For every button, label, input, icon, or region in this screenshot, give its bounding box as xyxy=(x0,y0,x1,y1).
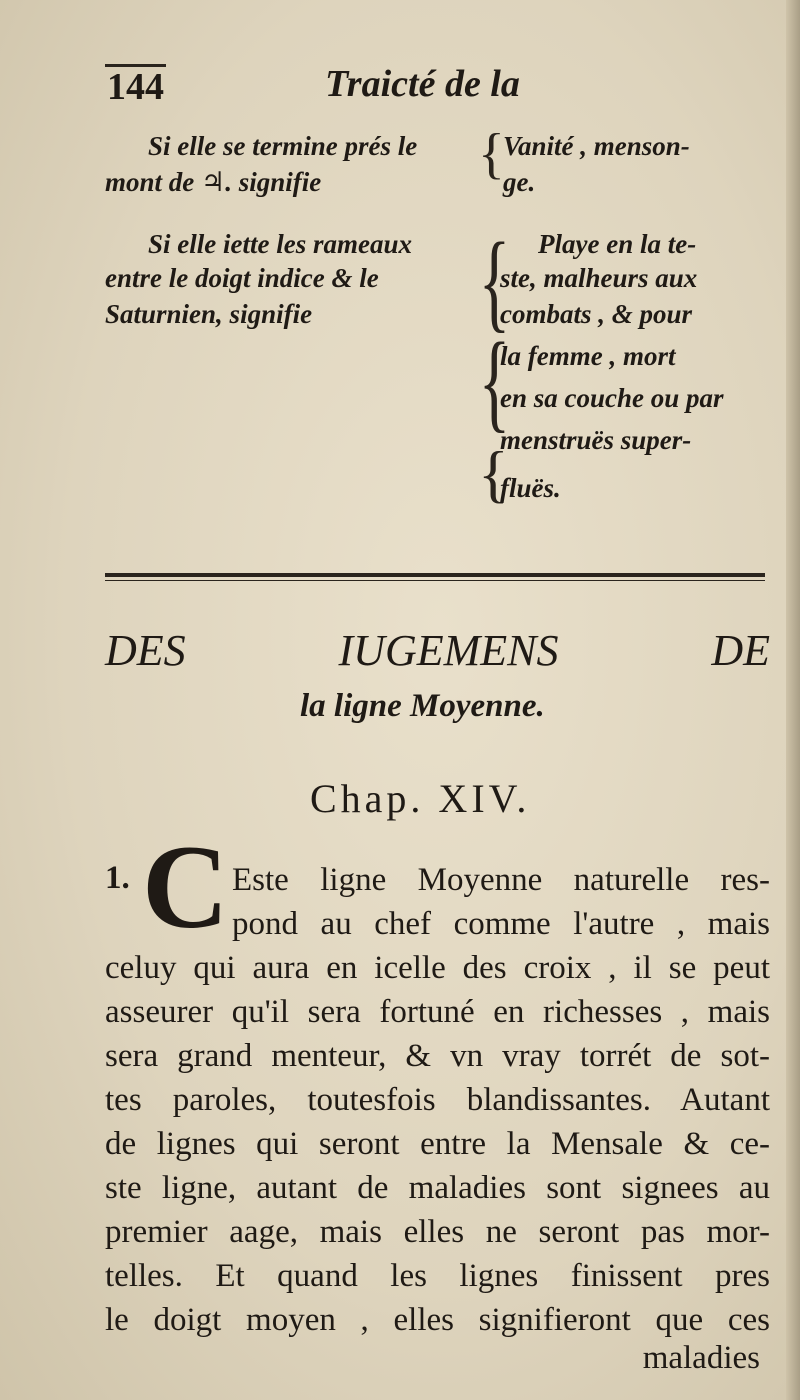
margin-right-line: Vanité , menson- xyxy=(503,131,690,161)
body-line: premier aage, mais elles ne seront pas mor- xyxy=(105,1214,770,1250)
section-number: 1. xyxy=(105,860,130,896)
brace-icon: { xyxy=(478,220,511,342)
brace-icon: { xyxy=(478,320,511,442)
margin-left-line: entre le doigt indice & le xyxy=(105,263,379,293)
margin-left-line: Si elle iette les rameaux xyxy=(148,229,412,259)
body-line: ste ligne, autant de maladies sont signees au xyxy=(105,1170,770,1206)
chapter-heading-word: IUGEMENS xyxy=(338,626,559,675)
body-line: telles. Et quand les lignes finissent pres xyxy=(105,1258,770,1294)
page-number: 144 xyxy=(107,66,164,108)
chapter-subheading: la ligne Moyenne. xyxy=(300,688,545,724)
body-line: pond au chef comme l'autre , mais xyxy=(232,906,770,942)
chapter-number: Chap. XIV. xyxy=(310,776,531,821)
margin-right-line: ste, malheurs aux xyxy=(500,263,698,293)
section-divider-thin xyxy=(105,580,765,581)
margin-left-line: Si elle se termine prés le xyxy=(148,131,418,161)
body-line: asseurer qu'il sera fortuné en richesses , mais xyxy=(105,994,770,1030)
page-spine-shadow xyxy=(786,0,800,1400)
body-line: celuy qui aura en icelle des croix , il se peut xyxy=(105,950,770,986)
body-line: de lignes qui seront entre la Mensale & ce- xyxy=(105,1126,770,1162)
drop-cap: C xyxy=(142,820,229,953)
margin-right-line: menstruës super- xyxy=(500,425,692,455)
body-line: le doigt moyen , elles signifieront que ces xyxy=(105,1302,770,1338)
margin-right-line: ge. xyxy=(503,167,536,197)
section-divider xyxy=(105,573,765,577)
brace-icon: { xyxy=(478,123,505,185)
margin-right-line: combats , & pour xyxy=(500,299,693,329)
body-line: tes paroles, toutesfois blandissantes. Autant xyxy=(105,1082,770,1118)
margin-right-line: Playe en la te- xyxy=(538,229,697,259)
margin-right-line: la femme , mort xyxy=(500,341,676,371)
running-title: Traicté de la xyxy=(325,63,520,105)
margin-right-line: fluës. xyxy=(500,473,561,503)
chapter-heading-word: DE xyxy=(711,626,770,675)
chapter-heading xyxy=(105,625,770,676)
margin-left-line: mont de ♃. signifie xyxy=(105,167,322,197)
margin-left-line: Saturnien, signifie xyxy=(105,299,313,329)
margin-right-line: en sa couche ou par xyxy=(500,383,724,413)
body-line: sera grand menteur, & vn vray torrét de sot- xyxy=(105,1038,770,1074)
chapter-heading-word: DES xyxy=(105,626,186,675)
body-line: Este ligne Moyenne naturelle res- xyxy=(232,862,770,898)
catchword: maladies xyxy=(642,1340,760,1376)
brace-icon: { xyxy=(478,438,509,509)
page-header xyxy=(100,62,740,112)
